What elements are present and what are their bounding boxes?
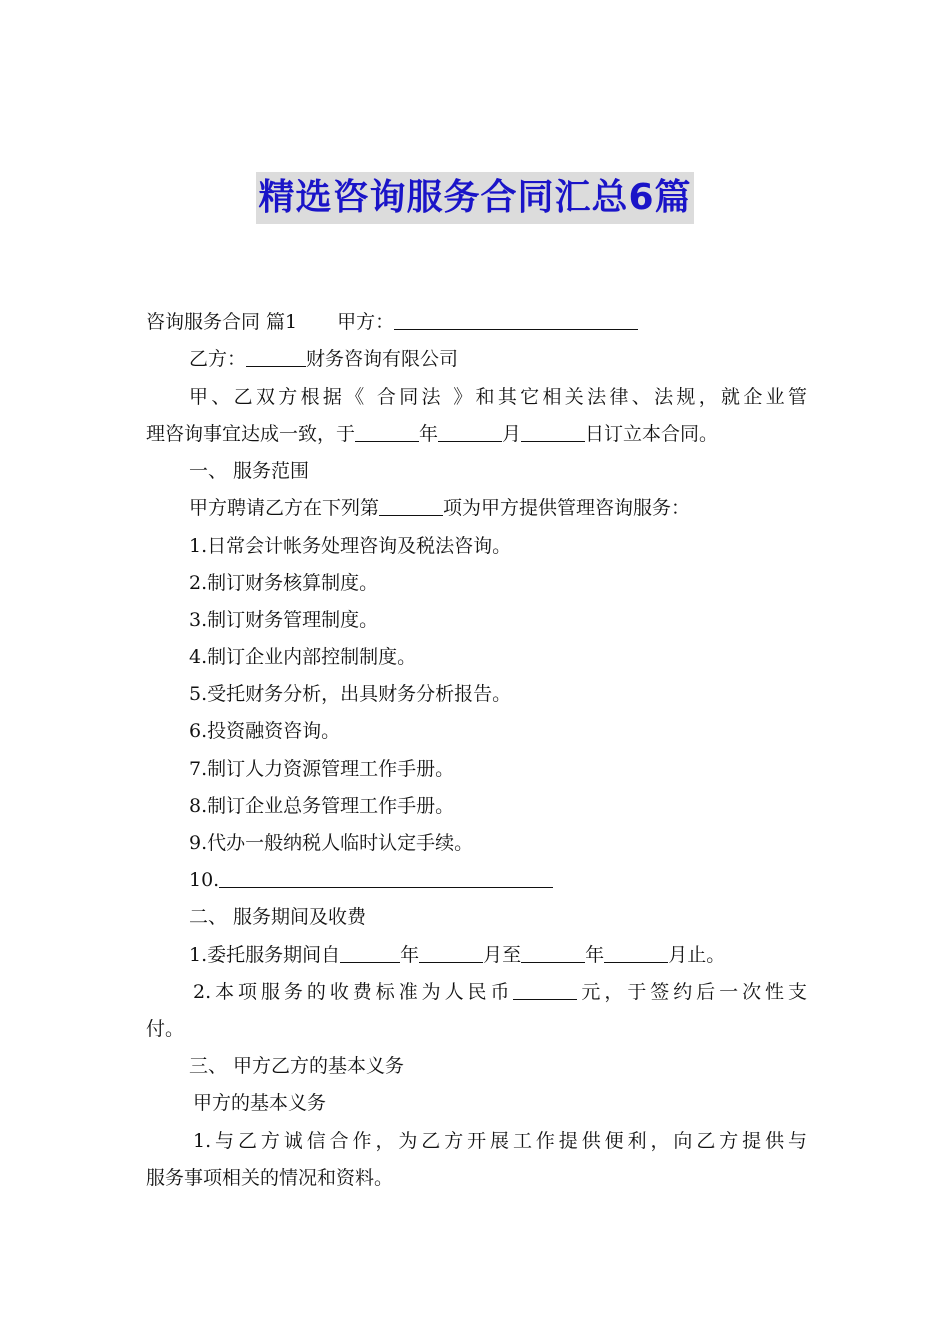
item-10-blank — [219, 868, 553, 888]
section-1-intro — [189, 496, 853, 520]
list-item-10 — [189, 868, 853, 892]
party-b-line — [189, 347, 853, 371]
end-month-blank — [604, 943, 668, 963]
contract-heading-line — [146, 310, 810, 334]
list-item: 8.制订企业总务管理工作手册。 — [189, 795, 455, 817]
list-item: 5.受托财务分析，出具财务分析报告。 — [189, 683, 512, 705]
start-year-blank — [340, 943, 400, 963]
period-b: 年 — [400, 944, 420, 966]
item-number-blank — [379, 496, 443, 516]
paragraph-basis-cont — [146, 422, 810, 446]
section-1-heading: 一、 服务范围 — [189, 460, 310, 482]
party-a-label: 甲方： — [337, 311, 395, 333]
service-period-line — [189, 943, 853, 967]
period-d: 年 — [585, 944, 605, 966]
month-blank — [438, 422, 502, 442]
period-a: 1.委托服务期间自 — [189, 944, 341, 966]
party-b-company: 财务咨询有限公司 — [306, 348, 459, 370]
item-10-label: 10. — [189, 869, 220, 891]
fee-amount-blank — [513, 980, 577, 1000]
intro-a: 甲方聘请乙方在下列第 — [189, 497, 380, 519]
period-e: 月止。 — [668, 944, 726, 966]
fee-line — [193, 980, 807, 1004]
fee-line-cont: 付。 — [146, 1018, 185, 1040]
obligation-1-cont: 服务事项相关的情况和资料。 — [146, 1167, 394, 1189]
section-3-heading: 三、 甲方乙方的基本义务 — [189, 1055, 405, 1077]
fee-b: 元，于签约后一次性支 — [577, 981, 807, 1003]
day-blank — [521, 422, 585, 442]
month-label: 月 — [502, 423, 522, 445]
party-b-blank — [246, 347, 306, 367]
year-blank — [355, 422, 419, 442]
year-label: 年 — [419, 423, 439, 445]
intro-b: 项为甲方提供管理咨询服务： — [443, 497, 691, 519]
obligation-1: 1.与乙方诚信合作，为乙方开展工作提供便利，向乙方提供与 — [193, 1130, 807, 1152]
section-3-subheading: 甲方的基本义务 — [193, 1092, 327, 1114]
party-b-label: 乙方： — [189, 348, 247, 370]
title-wrap — [0, 172, 950, 224]
list-item: 3.制订财务管理制度。 — [189, 609, 379, 631]
basis-cont-a: 理咨询事宜达成一致，于 — [146, 423, 356, 445]
list-item: 6.投资融资咨询。 — [189, 720, 341, 742]
section-2-heading: 二、 服务期间及收费 — [189, 906, 367, 928]
fee-a: 2.本项服务的收费标准为人民币 — [193, 981, 514, 1003]
party-a-blank — [394, 310, 638, 330]
contract-heading: 咨询服务合同 篇1 — [146, 311, 298, 333]
day-label: 日订立本合同。 — [585, 423, 719, 445]
list-item: 9.代办一般纳税人临时认定手续。 — [189, 832, 474, 854]
list-item: 2.制订财务核算制度。 — [189, 572, 379, 594]
period-c: 月至 — [483, 944, 522, 966]
paragraph-basis: 甲、乙双方根据《 合同法 》和其它相关法律、法规，就企业管 — [189, 386, 807, 408]
end-year-blank — [521, 943, 585, 963]
list-item: 1.日常会计帐务处理咨询及税法咨询。 — [189, 535, 512, 557]
document-title: 精选咨询服务合同汇总6篇 — [256, 172, 693, 224]
list-item: 7.制订人力资源管理工作手册。 — [189, 758, 455, 780]
start-month-blank — [419, 943, 483, 963]
list-item: 4.制订企业内部控制制度。 — [189, 646, 417, 668]
